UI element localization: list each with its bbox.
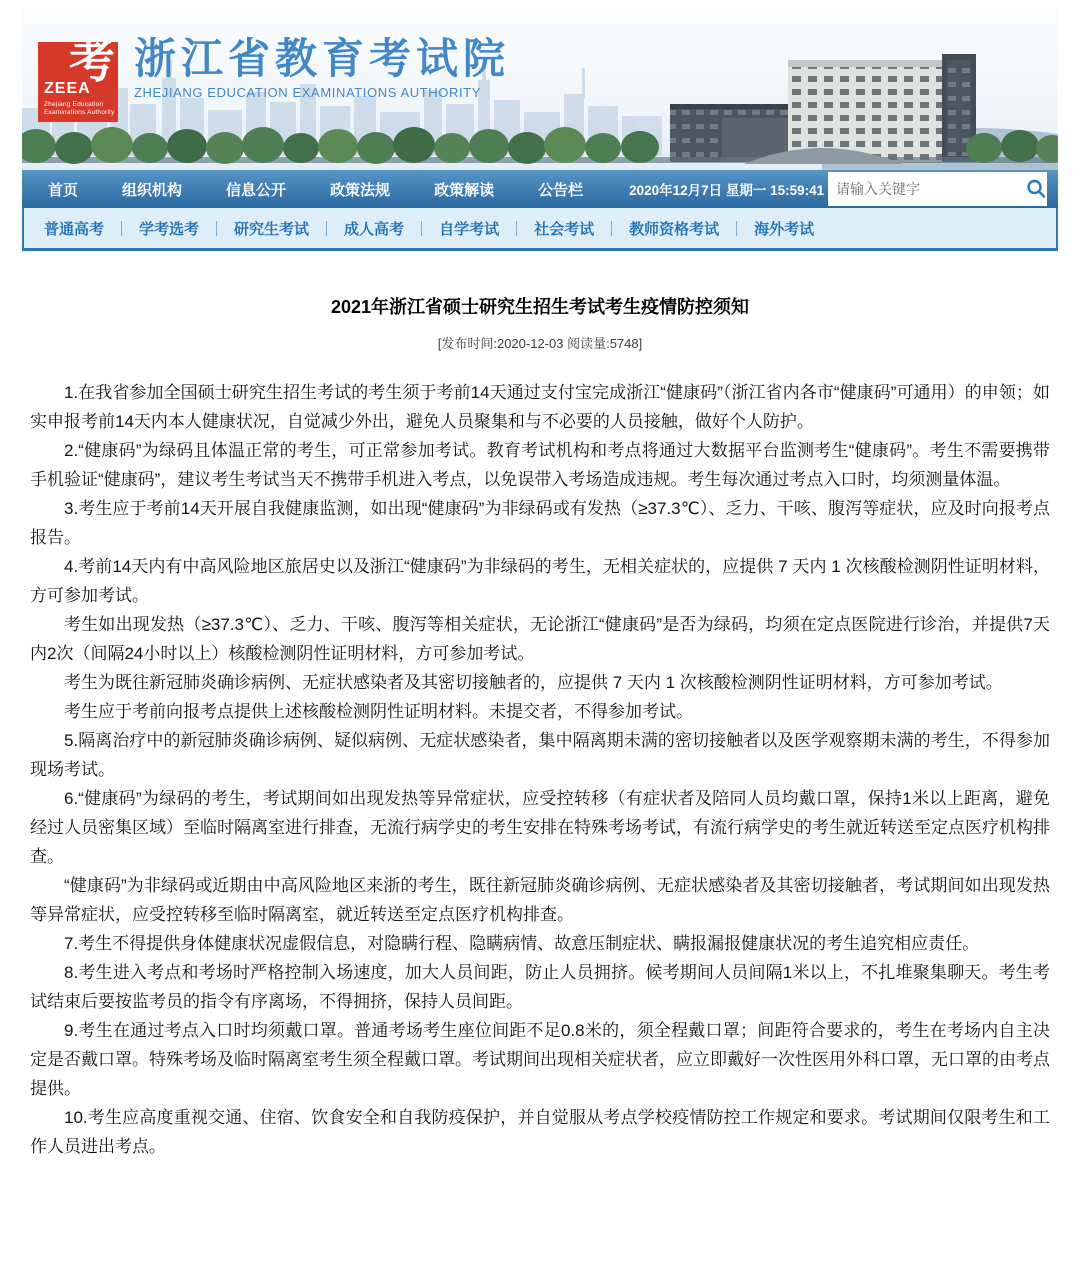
subnav-item-social-exams[interactable]: 社会考试 [534,220,595,238]
article-paragraph: 10.考生应高度重视交通、住宿、饮食安全和自我防疫保护，并自觉服从考点学校疫情防控工作规定和要求。考试期间仅限考生和工作人员进出考点。 [30,1108,1050,1156]
article-title: 2021年浙江省硕士研究生招生考试考生疫情防控须知 [330,297,750,317]
site-banner [22,8,1058,170]
search-box [828,172,1040,206]
article-paragraph: 5.隔离治疗中的新冠肺炎确诊病例、疑似病例、无症状感染者，集中隔离期未满的密切接触者以及医学观察期未满的考生，不得参加现场考试。 [30,731,1050,779]
article-meta: [发布时间:2020-12-03 阅读量:5748] [437,336,643,351]
article-paragraph: 6.“健康码”为绿码的考生，考试期间如出现发热等异常症状，应受控转移（有症状者及陪同人员均戴口罩，保持1米以上距离，避免经过人员密集区域）至临时隔离室进行排查，无流行病学史的考生安排在特殊考场考试，有流行病学史的考生就近转送至定点医疗机构排查。 [30,789,1050,866]
subnav-item-postgraduate[interactable]: 研究生考试 [234,220,310,238]
page [22,8,1058,1191]
article-paragraph: 考生如出现发热（≥37.3℃）、乏力、干咳、腹泻等相关症状，无论浙江“健康码”是否为绿码，均须在定点医院进行诊治，并提供7天内2次（间隔24小时以上）核酸检测阴性证明材料，方可参加考试。 [30,615,1050,663]
logo-subtext [44,101,115,117]
article [22,293,1058,1191]
subnav-item-self-study[interactable]: 自学考试 [439,220,500,238]
subnav-separator [516,221,517,236]
logo-kao-glyph: 考 [69,34,115,88]
search-button[interactable] [1025,172,1047,206]
subnav-item-overseas-exams[interactable]: 海外考试 [754,220,815,238]
nav-item-policy-interpretation[interactable]: 政策解读 [434,181,495,199]
current-datetime: 2020年12月7日 星期一 15:59:41 [629,183,825,198]
subnav-item-teacher-qualification[interactable]: 教师资格考试 [629,220,720,238]
subnav-separator [326,221,327,236]
article-paragraph: 3.考生应于考前14天开展自我健康监测，如出现“健康码”为非绿码或有发热（≥37.3℃）、乏力、干咳、腹泻等症状，应及时向报考点报告。 [30,499,1050,547]
logo-subtext-line1: Zhejiang Education [44,101,104,108]
subnav-item-adult-gaokao[interactable]: 成人高考 [344,220,405,238]
subnav-separator [121,221,122,236]
main-navigation [22,170,1058,208]
site-logo[interactable] [38,34,118,122]
article-paragraph: 9.考生在通过考点入口时均须戴口罩。普通考场考生座位间距不足0.8米的，须全程戴口罩；间距符合要求的，考生在考场内自主决定是否戴口罩。特殊考场及临时隔离室考生须全程戴口罩。考试期间出现相关症状者，应立即戴好一次性医用外科口罩，无口罩的由考点提供。 [30,1021,1050,1098]
subnav-separator [216,221,217,236]
article-paragraph: 考生为既往新冠肺炎确诊病例、无症状感染者及其密切接触者的，应提供 7 天内 1 次核酸检测阴性证明材料，方可参加考试。 [64,673,1003,692]
site-name-chinese: 浙江省教育考试院 [134,34,511,83]
nav-item-policies[interactable]: 政策法规 [330,181,391,199]
article-paragraph: “健康码”为非绿码或近期由中高风险地区来浙的考生，既往新冠肺炎确诊病例、无症状感染者及其密切接触者，考试期间如出现发热等异常症状，应受控转移至临时隔离室，就近转送至定点医疗机构排查。 [30,876,1050,924]
subnav-separator [421,221,422,236]
article-paragraph: 7.考生不得提供身体健康状况虚假信息，对隐瞒行程、隐瞒病情、故意压制症状、瞒报漏报健康状况的考生追究相应责任。 [64,934,980,953]
subnav-item-gaokao[interactable]: 普通高考 [44,220,105,238]
article-body [30,378,1050,1191]
article-paragraph: 8.考生进入考点和考场时严格控制入场速度，加大人员间距，防止人员拥挤。候考期间人员间隔1米以上，不扎堆聚集聊天。考生考试结束后要按监考员的指令有序离场，不得拥挤，保持人员间距。 [30,963,1050,1011]
article-paragraph: 1.在我省参加全国硕士研究生招生考试的考生须于考前14天通过支付宝完成浙江“健康码”（浙江省内各市“健康码”可通用）的申领；如实申报考前14天内本人健康状况，自觉减少外出，避免人员聚集和与不必要的人员接触，做好个人防护。 [30,383,1050,431]
logo-subtext-line2: Examinations Authority [44,109,115,116]
article-paragraph: 2.“健康码”为绿码且体温正常的考生，可正常参加考试。教育考试机构和考点将通过大数据平台监测考生“健康码”。考生不需要携带手机验证“健康码”，建议考生考试当天不携带手机进入考点，以免误带入考场造成违规。考生每次通过考点入口时，均须测量体温。 [30,441,1050,489]
site-title [134,34,510,100]
nav-item-home[interactable]: 首页 [48,181,79,199]
subnav-item-xuekao[interactable]: 学考选考 [139,220,200,238]
search-input[interactable] [828,172,1025,206]
article-paragraph: 考生应于考前向报考点提供上述核酸检测阴性证明材料。未提交者，不得参加考试。 [64,702,693,721]
exam-category-navigation [22,208,1058,251]
article-paragraph: 4.考前14天内有中高风险地区旅居史以及浙江“健康码”为非绿码的考生，无相关症状的，应提供 7 天内 1 次核酸检测阴性证明材料，方可参加考试。 [30,557,1050,605]
nav-item-bulletin[interactable]: 公告栏 [538,181,584,199]
logo-acronym: ZEEA [44,80,91,97]
subnav-separator [736,221,737,236]
search-icon [1025,178,1047,200]
nav-item-organization[interactable]: 组织机构 [122,181,183,199]
nav-item-information[interactable]: 信息公开 [226,181,287,199]
subnav-separator [611,221,612,236]
site-name-english: ZHEJIANG EDUCATION EXAMINATIONS AUTHORITY [134,85,481,101]
